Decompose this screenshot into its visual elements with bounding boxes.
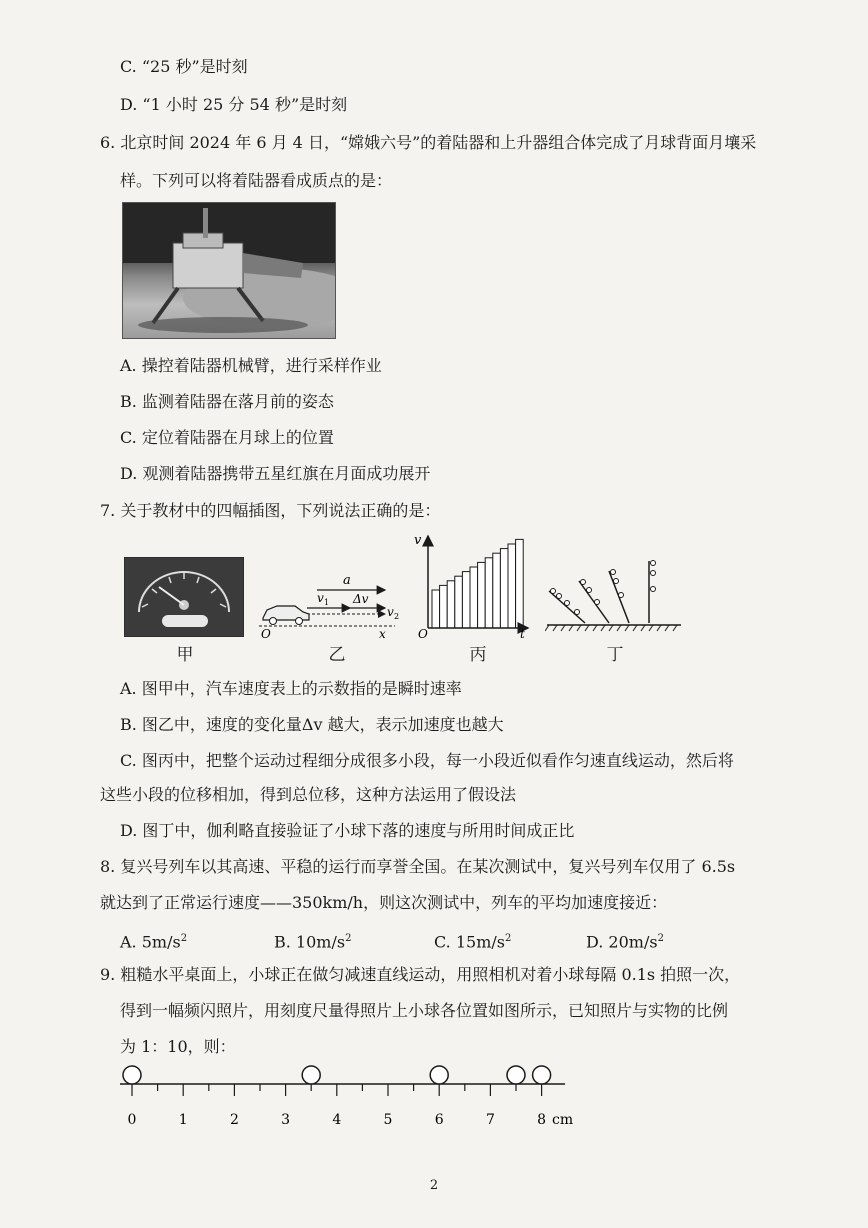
q8-option-a: A. $5m/s^2$ bbox=[120, 932, 188, 952]
q8-stem-line2: 就达到了正常运行速度——350km/h，则这次测试中，列车的平均加速度接近： bbox=[100, 893, 668, 912]
ruler-unit: cm bbox=[552, 1112, 574, 1128]
q7-option-d: D. 图丁中，伽利略直接验证了小球下落的速度与所用时间成正比 bbox=[120, 821, 575, 840]
fig-bing-bar bbox=[493, 553, 501, 628]
q6-option-b: B. 监测着陆器在落月前的姿态 bbox=[120, 392, 334, 411]
page-number: 2 bbox=[429, 1178, 439, 1193]
ruler-tick-label: 0 bbox=[127, 1112, 137, 1128]
fig-bing-bar bbox=[432, 590, 440, 628]
fig-bing-bar bbox=[508, 544, 516, 628]
fig-bing-bar bbox=[440, 585, 448, 628]
fig-yi-v2-sub: 2 bbox=[394, 612, 400, 621]
q9-stem-line3: 为 1：10，则： bbox=[120, 1037, 236, 1056]
fig-yi-origin: O bbox=[261, 627, 271, 640]
q8-option-c: C. $15m/s^2$ bbox=[434, 932, 512, 952]
q6-option-c: C. 定位着陆器在月球上的位置 bbox=[120, 428, 334, 447]
ruler-tick-label: 5 bbox=[383, 1112, 393, 1128]
ruler-ball bbox=[302, 1066, 320, 1084]
ruler-tick-label: 3 bbox=[281, 1112, 291, 1128]
fig-bing-bar bbox=[500, 549, 508, 628]
q6-stem-line2: 样。下列可以将着陆器看成质点的是： bbox=[120, 171, 393, 190]
q7-option-c: C. 图丙中，把整个运动过程细分成很多小段，每一小段近似看作匀速直线运动，然后将 bbox=[120, 751, 734, 770]
figure-bing-vt-bars bbox=[412, 530, 532, 640]
fig-yi-v1-label: v bbox=[317, 591, 324, 605]
figure-jia-speedometer bbox=[124, 557, 244, 637]
fig-bing-bar bbox=[478, 562, 486, 628]
ruler-tick-label: 2 bbox=[229, 1112, 239, 1128]
q6-option-d: D. 观测着陆器携带五星红旗在月面成功展开 bbox=[120, 464, 431, 483]
fig-bing-bar bbox=[447, 581, 455, 628]
ruler-figure bbox=[110, 1060, 590, 1130]
ruler-tick-label: 4 bbox=[332, 1112, 342, 1128]
ruler-tick-label: 1 bbox=[178, 1112, 188, 1128]
ruler-ball bbox=[430, 1066, 448, 1084]
lander-illustration bbox=[123, 203, 335, 338]
fig-yi-v1-sub: 1 bbox=[324, 598, 330, 607]
fig-yi-a-label: a bbox=[343, 573, 351, 588]
fig-bing-bar bbox=[470, 567, 478, 628]
ruler-ball bbox=[123, 1066, 141, 1084]
q8-stem-line1: 8. 复兴号列车以其高速、平稳的运行而享誉全国。在某次测试中，复兴号列车仅用了 6.5s bbox=[100, 857, 736, 876]
q9-stem-line2: 得到一幅频闪照片，用刻度尺量得照片上小球各位置如图所示，已知照片与实物的比例 bbox=[120, 1001, 729, 1020]
figure-yi-velocity-vectors bbox=[255, 570, 405, 640]
ruler-tick-label: 6 bbox=[434, 1112, 444, 1128]
lander-photo bbox=[122, 202, 336, 339]
q6-option-a: A. 操控着陆器机械臂，进行采样作业 bbox=[120, 356, 382, 375]
fig-bing-t-label: t bbox=[520, 627, 525, 640]
ruler-ball bbox=[507, 1066, 525, 1084]
ruler-ball bbox=[533, 1066, 551, 1084]
fig-yi-dv-label: Δv bbox=[353, 592, 369, 606]
q7-option-b: B. 图乙中，速度的变化量Δv 越大，表示加速度也越大 bbox=[120, 715, 504, 734]
figure-label-jia: 甲 bbox=[176, 645, 194, 665]
figure-label-ding: 丁 bbox=[606, 645, 624, 665]
q8-option-d: D. $20m/s^2$ bbox=[586, 932, 664, 952]
fig-yi-x-label: x bbox=[379, 627, 386, 640]
fig-bing-bar bbox=[516, 539, 524, 628]
q7-stem: 7. 关于教材中的四幅插图，下列说法正确的是： bbox=[100, 501, 441, 520]
ruler-tick-label: 8 bbox=[537, 1112, 547, 1128]
fig-bing-bar bbox=[455, 576, 463, 628]
fig-bing-origin: O bbox=[418, 627, 428, 640]
q9-stem-line1: 9. 粗糙水平桌面上，小球正在做匀减速直线运动，用照相机对着小球每隔 0.1s 拍照一次， bbox=[100, 965, 741, 984]
fig-yi-v2-label: v bbox=[387, 605, 394, 619]
q7-option-a: A. 图甲中，汽车速度表上的示数指的是瞬时速率 bbox=[120, 679, 462, 698]
fig-bing-v-label: v bbox=[414, 533, 422, 548]
figure-ding-inclines bbox=[545, 555, 685, 635]
fig-bing-bar bbox=[485, 558, 493, 628]
figure-label-bing: 丙 bbox=[469, 645, 487, 665]
prev-option-d: D. “1 小时 25 分 54 秒”是时刻 bbox=[120, 95, 348, 114]
fig-bing-bar bbox=[462, 572, 470, 628]
q8-option-b: B. $10m/s^2$ bbox=[274, 932, 352, 952]
figure-label-yi: 乙 bbox=[328, 645, 346, 665]
prev-option-c: C. “25 秒”是时刻 bbox=[120, 57, 248, 76]
ruler-tick-label: 7 bbox=[485, 1112, 495, 1128]
q6-stem-line1: 6. 北京时间 2024 年 6 月 4 日，“嫦娥六号”的着陆器和上升器组合体完成了月球背面月壤采 bbox=[100, 133, 757, 152]
q7-option-c-cont: 这些小段的位移相加，得到总位移，这种方法运用了假设法 bbox=[100, 785, 517, 804]
